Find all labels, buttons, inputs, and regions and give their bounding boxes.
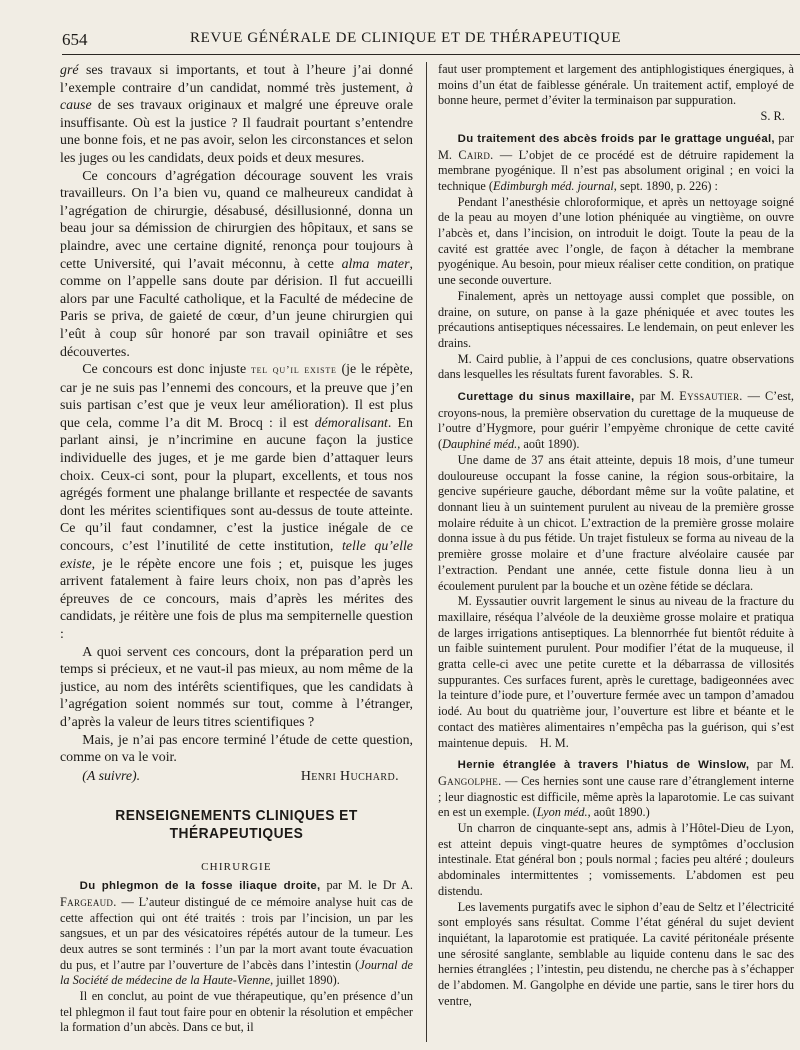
text: par M. <box>438 130 794 162</box>
paragraph: Mais, je n’ai pas encore terminé l’étude de cette question, comme on va le voir. <box>60 732 413 766</box>
text: — L’objet de ce procédé est de détruire rapidement la membrane pyogénique. Il n’est pas absolument original ; en voici la technique ( <box>438 147 794 193</box>
column-divider <box>426 62 427 1042</box>
article-author: Fargeaud. <box>60 894 117 909</box>
signature-line <box>60 768 413 786</box>
text: — Ces hernies sont une cause rare d’étranglement interne ; leur diagnostic est difficile, même après la laparotomie. Le cas suivant en est un exemple. ( <box>438 773 794 820</box>
page-number: 654 <box>62 30 88 49</box>
text: (je le répète, car je ne suis pas l’ennemi des concours, et la preuve que j’en suis partisan c’est que je veux leur amélioration). Il est plus que cela, comme l’a dit M. Brocq : il est <box>60 362 413 431</box>
initials: S. R. <box>668 367 694 382</box>
text: par M. <box>756 757 794 772</box>
to-be-continued: (A suivre). <box>82 768 141 784</box>
article-title: Du traitement des abcès froids par le grattage unguéal, <box>457 132 775 145</box>
text: , août 1890.) <box>587 805 650 820</box>
text: — L’auteur distingué de ce mémoire analyse huit cas de cette affection qui ont été traités : trois par l’incision, un par les sangsues, et un par des vésicatoires répétés autour de la tumeur. Les deux autres se sont terminés : l’un par la mort avant toute évacuation du pus, et l’autre par l’ouverture de l’abcès dans l’intestin ( <box>60 894 413 972</box>
text: , sept. 1890, p. 226) : <box>613 178 718 193</box>
text: M. Eyssautier ouvrit largement le sinus au niveau de la fracture du maxillaire, réséqua l’alvéole de la deuxième grosse molaire et pratiqua de larges irrigations antiseptiques. La blennorrhée fut bientôt réduite à un faible suintement purulent. Pour modifier l’état de la muqueuse, il gratta celle-ci avec une petite curette et la débarrassa de villosités suppurantes. Ces surfaces furent, après le curettage, badigeonnées avec la teinture d’iode pure, et l’ouverture fermée avec un tampon d’amadou iodé. Au bout du quatrième jour, l’ouverture est libre et béante et le contact des matières alimentaires n’empêcha pas la guérison, qui s’est maintenue depuis. <box>438 594 794 750</box>
article-lead <box>60 878 413 989</box>
paragraph: Un charron de cinquante-sept ans, admis à l’Hôtel-Dieu de Lyon, est atteint depuis vingt-quatre heures de symptômes d’occlusion intestinale. Etat général bon ; pouls normal ; facies peu altéré ; douleurs abdominales intermittentes ; vomissements. L’abdomen est peu distendu. <box>438 821 794 898</box>
paragraph <box>60 361 413 644</box>
left-column <box>60 62 413 1047</box>
paragraph <box>60 168 413 362</box>
author-signature: Henri Huchard. <box>300 768 399 784</box>
article-abces-froids <box>438 131 794 383</box>
paragraph <box>60 62 413 168</box>
article-author: Eyssautier. <box>679 389 743 404</box>
text: , comme on l’appelle sans doute par dérision. Il fut accueilli alors par une Faculté catholique, et la Faculté de médecine de Paris se priva, de gaieté de cœur, d’un jeune chirurgien qui l’eût à coup sûr honoré par son travail opiniâtre et ses découvertes. <box>60 256 413 360</box>
running-head: REVUE GÉNÉRALE DE CLINIQUE ET DE THÉRAPEUTIQUE <box>190 30 622 46</box>
article-lead <box>438 757 794 821</box>
article-lead <box>438 131 794 195</box>
text: M. Caird publie, à l’appui de ces conclusions, quatre observations dans lesquelles les résultats furent favorables. <box>438 351 794 382</box>
article-title: Hernie étranglée à travers l’hiatus de Winslow, <box>457 759 750 772</box>
article-lead <box>438 389 794 453</box>
signature <box>438 109 794 125</box>
text: par M. le Dr A. <box>326 878 413 893</box>
text: ses travaux si importants, et tout à l’heure j’ai donné l’exemple contraire d’un candidat, nommé très justement, <box>60 63 413 96</box>
article-curettage <box>438 389 794 751</box>
paragraph: faut user promptement et largement des antiphlogistiques énergiques, à moins d’un état de faiblesse générale. Un traitement actif, employé de bonne heure, permet d’éviter la terminaison par suppuration. <box>438 62 794 108</box>
initials: S. R. <box>760 109 785 124</box>
paragraph: Les lavements purgatifs avec le siphon d’eau de Seltz et l’électricité sont employés sans résultat. Comme l’état général du sujet devient inquiétant, la laparotomie est pratiquée. La cavité péritonéale présente une sérosité sanglante, semblable au liquide contenu dans le sac des hernies étranglées ; l’intestin, peu distendu, ne cherche pas à s’échapper de l’abdomen. M. Gangolphe en dévide une partie, sans le tirer hors du ventre, <box>438 899 794 1008</box>
initials: H. M. <box>539 735 569 750</box>
article-title: Curettage du sinus maxillaire, <box>457 391 635 404</box>
italic-text: à cause <box>60 80 413 114</box>
citation: Dauphiné méd. <box>442 437 518 452</box>
page-header <box>62 28 800 55</box>
text: , juillet 1890). <box>270 973 340 988</box>
section-title: RENSEIGNEMENTS CLINIQUES ET THÉRAPEUTIQUES <box>115 807 358 842</box>
paragraph: Pendant l’anesthésie chloroformique, et après un nettoyage soigné de la peau au moyen d’une lotion phéniquée au vingtième, on ouvre l’abcès et, dans l’incision, on introduit le doigt. Toute la peau de la cavité est grattée avec l’ongle, de façon à détacher la membrane pyogénique. Au besoin, pour mieux réaliser cette condition, on pratique une seconde ouverture. <box>438 194 794 288</box>
article-hernie <box>438 757 794 1009</box>
paragraph <box>438 594 794 751</box>
subsection-heading: CHIRURGIE <box>201 860 272 873</box>
text: de ses travaux originaux et malgré une épreuve orale insuffisante. Où est la justice ? Il faudrait pourtant s’entendre une bonne fois, et ne pas avoir, selon les circonstances et selon les juges ou les candidats, deux poids et deux mesures. <box>60 98 413 166</box>
text: , je le répète encore une fois ; et, puisque les juges arrivent fatalement à faire leurs choix, non pas d’après les épreuves de ce concours, mais d’après les mérites des candidats, je réitère une fois de plus ma sempiternelle question : <box>60 556 413 642</box>
italic-text: gré <box>60 63 79 78</box>
text: Ce concours d’agrégation décourage souvent les vrais travailleurs. On l’a bien vu, quand ce malheureux candidat à l’agrégation de chirurgie, désabusé, désillusionné, donna un beau jour sa démission de chirurgien des hôpitaux, et sans se plaindre, avec une certaine dignité, renonça pour toujours à cette Université, qui l’avait méconnu, à cette <box>60 168 413 272</box>
text: , août 1890). <box>517 437 580 452</box>
article-title: Du phlegmon de la fosse iliaque droite, <box>79 880 321 893</box>
citation: Journal de la Société de médecine de la Haute-Vienne <box>60 957 413 988</box>
article-phlegmon <box>60 878 413 1036</box>
paragraph: A quoi servent ces concours, dont la préparation perd un temps si précieux, et ne vaut-il pas mieux, au nom même de la justice, au nom des intérêts scientifiques, que les candidats à l’agrégation soient nommés sur tout, comme à l’étranger, d’après la valeur de leurs titres scientifiques ? <box>60 644 413 730</box>
text: Ce concours est donc injuste <box>82 362 247 378</box>
text: par M. <box>639 389 675 404</box>
italic-text: telle qu’elle existe <box>60 539 413 572</box>
text: — C’est, croyons-nous, la première observation du curettage de la muqueuse de l’outre d’Hygmore, pour guérir l’empyème chronique de cette cavité ( <box>438 389 794 452</box>
citation: Lyon méd. <box>536 805 588 820</box>
small-caps-text: tel qu’il existe <box>250 364 337 377</box>
article-author: Caird. <box>458 147 494 162</box>
article-author: Gangolphe. <box>438 773 502 788</box>
text: . En parlant ainsi, je n’incrimine en aucune façon la justice individuelle des juges, et je me garde bien d’attaquer leurs choix. Ceux-ci sont, pour la plupart, excellents, et tous nos agrégés forment une phalange brillante et respectée de savants dont les mérites scientifiques sont au-dessus de toute atteinte. Ce qu’il faut condamner, c’est la justice inégale de ce concours, c’est l’inutilité de cette institution, <box>60 415 413 555</box>
citation: Edimburgh méd. journal <box>492 178 614 193</box>
italic-text: démoralisant <box>314 415 388 431</box>
italic-text: alma mater <box>341 256 410 272</box>
paragraph <box>438 352 794 383</box>
paragraph: Finalement, après un nettoyage aussi complet que possible, on draine, on suture, on panse à la gaze phéniquée et avec toutes les précautions antiseptiques nécessaires. Le lendemain, on peut enlever les drains. <box>438 288 794 350</box>
right-column <box>438 62 794 1047</box>
paragraph: Il en conclut, au point de vue thérapeutique, qu’en présence d’un tel phlegmon il faut tout faire pour en obtenir la résolution et empêcher la formation d’un abcès. Dans ce but, il <box>60 989 413 1035</box>
paragraph: Une dame de 37 ans était atteinte, depuis 18 mois, d’une tumeur douloureuse occupant la fosse canine, la région sous-orbitaire, la gencive supérieure gauche, débordant même sur la voûte palatine, et donnant lieu à un suintement purulent au niveau de la première grosse molaire réduite à un chicot. L’extraction de la première grosse molaire donna issue à du pus fétide. Un trajet fistuleux se forma au niveau de la première grosse molaire et d’une fracture alvéolaire causée par l’extraction. Pendant une année, cette fistule donna lieu à un écoulement purulent par la bouche et un ozène fétide se déclara. <box>438 452 794 593</box>
